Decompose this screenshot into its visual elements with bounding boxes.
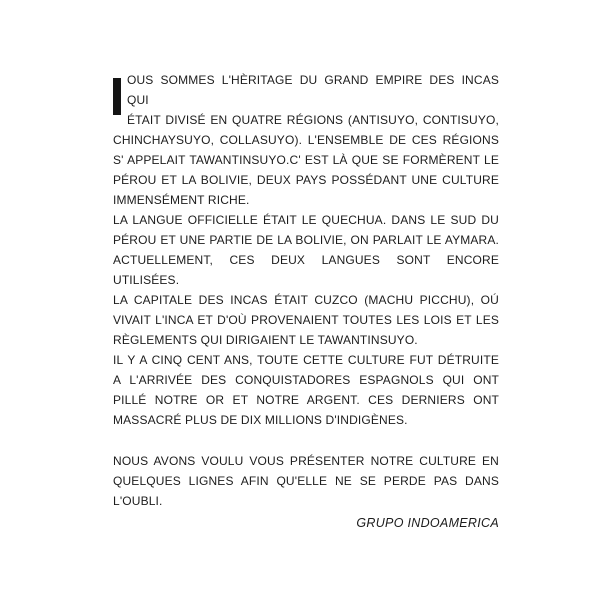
text-line: PÉROU ET LA BOLIVIE, DEUX PAYS POSSÉDANT UNE CULTURE <box>113 173 499 187</box>
paragraph-conquest <box>113 350 499 430</box>
text-line: PILLÉ NOTRE OR ET NOTRE ARGENT. CES DERNIERS ONT <box>113 393 499 407</box>
text-line: UTILISÉES. <box>113 273 180 287</box>
text-line: ÉTAIT DIVISÉ EN QUATRE RÉGIONS (ANTISUYO, CONTISUYO, <box>127 113 499 127</box>
text-line: A L'ARRIVÉE DES CONQUISTADORES ESPAGNOLS QUI ONT <box>113 373 499 387</box>
text-line: S' APPELAIT TAWANTINSUYO.C' EST LÀ QUE SE FORMÈRENT LE <box>113 153 499 167</box>
text-line: QUELQUES LIGNES AFIN QU'ELLE NE SE PERDE PAS DANS <box>113 474 499 488</box>
text-line: IMMENSÉMENT RICHE. <box>113 193 250 207</box>
text-line: VIVAIT L'INCA ET D'OÙ PROVENAIENT TOUTES LES LOIS ET LES <box>113 313 499 327</box>
text-line: LA CAPITALE DES INCAS ÉTAIT CUZCO (MACHU PICCHU), OÚ <box>113 293 499 307</box>
text-line: LA LANGUE OFFICIELLE ÉTAIT LE QUECHUA. DANS LE SUD DU <box>113 213 499 227</box>
text-block <box>113 70 499 533</box>
text-line: L'OUBLI. <box>113 494 163 508</box>
text-line: MASSACRÉ PLUS DE DIX MILLIONS D'INDIGÈNES. <box>113 413 408 427</box>
text-line: OUS SOMMES L'HÈRITAGE DU GRAND EMPIRE DES INCAS QUI <box>127 73 499 107</box>
paragraph-capital-cuzco <box>113 290 499 350</box>
text-line: PÉROU ET UNE PARTIE DE LA BOLIVIE, ON PARLAIT LE AYMARA. <box>113 233 499 247</box>
paragraph-closing <box>113 451 499 511</box>
text-line: CHINCHAYSUYO, COLLASUYO). L'ENSEMBLE DE CES RÉGIONS <box>113 133 499 147</box>
text-line: IL Y A CINQ CENT ANS, TOUTE CETTE CULTURE FUT DÉTRUITE <box>113 353 499 367</box>
text-line: NOUS AVONS VOULU VOUS PRÉSENTER NOTRE CULTURE EN <box>113 454 499 468</box>
paragraph-incas-empire <box>113 70 499 210</box>
paragraph-languages <box>113 210 499 290</box>
text-line: RÈGLEMENTS QUI DIRIGAIENT LE TAWANTINSUYO. <box>113 333 418 347</box>
signature-grupo-indoamerica: GRUPO INDOAMERICA <box>356 516 499 530</box>
text-line: ACTUELLEMENT, CES DEUX LANGUES SONT ENCORE <box>113 253 499 267</box>
